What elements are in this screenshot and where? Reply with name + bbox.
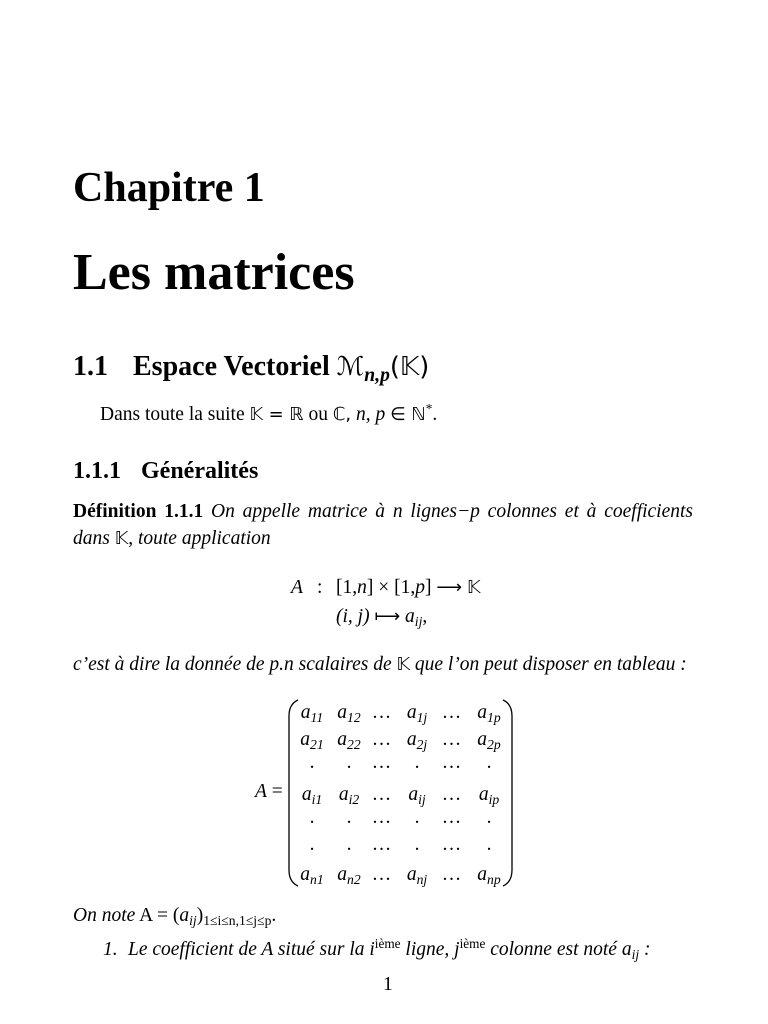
subsection-number: 1.1.1	[73, 458, 121, 484]
matrix-space-subscript: n,p	[364, 364, 390, 386]
notation-range: 1≤i≤n,1≤j≤p	[203, 913, 272, 929]
notation-close: )	[196, 905, 204, 926]
intro-star: *	[425, 401, 433, 417]
matrix-entry-base: a	[477, 864, 488, 885]
matrix-label	[255, 782, 283, 802]
matrix-entry	[300, 864, 324, 888]
matrix-entry	[477, 729, 501, 753]
matrix-entry	[477, 864, 501, 888]
mapping-rule	[336, 606, 428, 630]
definition-field: 𝕂	[114, 528, 129, 549]
matrix-ellipsis: …	[371, 807, 393, 828]
matrix-entry-subscript: 21	[310, 737, 324, 753]
matrix-dot: .	[486, 834, 492, 855]
matrix-space-field: (𝕂)	[389, 352, 430, 382]
matrix-entry	[406, 729, 428, 753]
mapping-image-comma: ,	[422, 606, 428, 627]
matrix-dot: .	[486, 752, 492, 773]
domain-close: ]	[425, 577, 432, 598]
matrix-entry-base: a	[300, 702, 311, 723]
matrix-ellipsis: …	[441, 752, 463, 773]
matrix-ellipsis: …	[441, 729, 463, 750]
matrix-entry-base: a	[406, 729, 417, 750]
matrix-entry-subscript: 2j	[416, 737, 428, 753]
mapping-signature	[336, 578, 480, 598]
section-heading	[133, 351, 430, 386]
list-row-var: i	[369, 939, 375, 960]
matrix-entry-subscript: 12	[347, 710, 361, 726]
definition-line2-lead: dans	[73, 528, 110, 549]
definition-line2-end: , toute application	[128, 528, 271, 549]
matrix-ellipsis: …	[441, 864, 463, 885]
matrix-entry-base: a	[406, 864, 417, 885]
long-arrow-icon: ⟶	[436, 577, 463, 598]
tableau-end: que l’on peut disposer en tableau :	[414, 654, 687, 675]
matrix-dot: .	[346, 807, 352, 828]
matrix-entry-subscript: nj	[416, 872, 428, 888]
page-number: 1	[383, 974, 393, 995]
matrix-entry-subscript: i2	[348, 792, 360, 808]
intro-or: ou	[308, 404, 328, 425]
matrix-dot: .	[309, 807, 315, 828]
matrix-entry-subscript: ip	[488, 792, 500, 808]
subsection-title: Généralités	[141, 458, 259, 484]
maps-to-arrow-icon: ⟼	[374, 606, 401, 627]
matrix-ellipsis: …	[371, 864, 393, 885]
mapping-colon: :	[317, 577, 323, 598]
list-item-text	[128, 936, 651, 963]
matrix-ellipsis: …	[371, 834, 393, 855]
list-col-sup: ième	[459, 936, 486, 952]
matrix-entry-subscript: n1	[310, 872, 324, 888]
matrix-entry	[300, 729, 324, 753]
intro-lead: Dans toute la suite	[100, 404, 245, 425]
matrix-entry-subscript: 1j	[416, 710, 428, 726]
matrix-entry-subscript: 1p	[487, 710, 501, 726]
list-item-number: 1.	[103, 939, 118, 960]
domain-p: p	[415, 577, 425, 598]
matrix-dot: .	[414, 834, 420, 855]
matrix-entry-base: a	[337, 864, 348, 885]
matrix-entry	[406, 702, 428, 726]
matrix-entry-subscript: i1	[311, 792, 323, 808]
matrix-entry-base: a	[338, 784, 349, 805]
matrix-ellipsis: …	[441, 702, 463, 723]
intro-field-real: 𝕂 = ℝ	[249, 404, 304, 425]
matrix-ellipsis: …	[441, 834, 463, 855]
list-coef-subscript: ij	[631, 947, 640, 963]
notation-lhs: A = (	[139, 905, 180, 926]
list-end: :	[644, 939, 651, 960]
notation-period: .	[271, 905, 277, 926]
definition-line-2	[73, 529, 271, 549]
matrix-entry-base: a	[300, 864, 311, 885]
matrix-equals: =	[271, 781, 283, 802]
matrix-dot: .	[346, 752, 352, 773]
intro-sentence	[100, 401, 438, 425]
list-after: colonne est noté	[490, 939, 617, 960]
domain-open: [1,	[336, 577, 358, 598]
matrix-entry-base: a	[477, 729, 488, 750]
definition-line-1	[73, 502, 693, 522]
matrix-dot: .	[309, 752, 315, 773]
section-number: 1.1	[73, 351, 108, 382]
matrix-entry	[338, 784, 360, 808]
tableau-sentence	[73, 655, 687, 675]
matrix-ellipsis: …	[371, 702, 393, 723]
matrix-dot: .	[414, 807, 420, 828]
notation-lead: On note	[73, 905, 136, 926]
matrix-ellipsis: …	[441, 784, 463, 805]
tableau-field: 𝕂	[396, 654, 410, 675]
matrix-entry-base: a	[337, 729, 348, 750]
matrix-ellipsis: …	[371, 784, 393, 805]
matrix-entry-base: a	[406, 702, 417, 723]
definition-label: Définition 1.1.1	[73, 501, 204, 522]
mapping-image-subscript: ij	[414, 614, 423, 630]
tableau-lead: c’est à dire la donnée de p.n scalaires de	[73, 654, 392, 675]
intro-period: .	[432, 404, 438, 425]
matrix-entry	[478, 784, 500, 808]
left-parenthesis	[289, 700, 298, 886]
matrix-entry-base: a	[477, 702, 488, 723]
list-col-var: j	[454, 939, 460, 960]
matrix-entry	[406, 864, 428, 888]
mapping-codomain: 𝕂	[466, 577, 481, 598]
matrix-entry	[337, 702, 361, 726]
matrix-dot: .	[486, 807, 492, 828]
matrix-entry	[408, 784, 426, 808]
matrix-ellipsis: …	[371, 729, 393, 750]
intro-field-complex: ℂ,	[332, 404, 352, 425]
mapping-name: A	[291, 577, 303, 598]
matrix-entry-subscript: 2p	[487, 737, 501, 753]
list-lead: Le coefficient de A situé sur la	[128, 939, 365, 960]
domain-n: n	[357, 577, 367, 598]
matrix-entry-base: a	[301, 784, 312, 805]
matrix-dot: .	[309, 834, 315, 855]
notation-sentence	[73, 905, 277, 929]
matrix-dot: .	[346, 834, 352, 855]
matrix-entry-subscript: 22	[347, 737, 361, 753]
chapter-label: Chapitre 1	[73, 165, 265, 211]
matrix-entry-subscript: ij	[418, 792, 426, 808]
matrix-entry-base: a	[478, 784, 489, 805]
matrix-ellipsis: …	[441, 807, 463, 828]
matrix-entry-base: a	[408, 784, 419, 805]
matrix-space-symbol: ℳ	[336, 352, 365, 382]
chapter-title: Les matrices	[73, 244, 355, 301]
matrix-entry	[301, 784, 323, 808]
intro-membership: ∈ ℕ	[390, 404, 426, 425]
matrix-name: A	[255, 781, 267, 802]
list-mid: ligne,	[405, 939, 450, 960]
intro-variables: n, p	[355, 404, 386, 425]
list-coef: a	[621, 939, 632, 960]
notation-subscript: ij	[189, 913, 197, 929]
matrix-dot: .	[414, 752, 420, 773]
mapping-image: a	[405, 606, 415, 627]
section-title: Espace Vectoriel	[133, 351, 330, 382]
matrix-entry	[477, 702, 501, 726]
matrix-entry-subscript: n2	[347, 872, 361, 888]
matrix-ellipsis: …	[371, 752, 393, 773]
definition-text: On appelle matrice à n lignes−p colonnes et à coefficients	[211, 501, 694, 522]
matrix-entry-base: a	[337, 702, 348, 723]
matrix-entry-subscript: 11	[310, 710, 324, 726]
matrix-entry	[337, 729, 361, 753]
matrix-entry-base: a	[300, 729, 311, 750]
domain-mid: ] × [1,	[366, 577, 416, 598]
matrix-entry-subscript: np	[487, 872, 501, 888]
mapping-pair: (i, j)	[336, 606, 370, 627]
list-row-sup: ième	[374, 936, 401, 952]
matrix-entry	[337, 864, 361, 888]
matrix-entry	[300, 702, 324, 726]
notation-base: a	[179, 905, 190, 926]
right-parenthesis	[503, 700, 512, 886]
